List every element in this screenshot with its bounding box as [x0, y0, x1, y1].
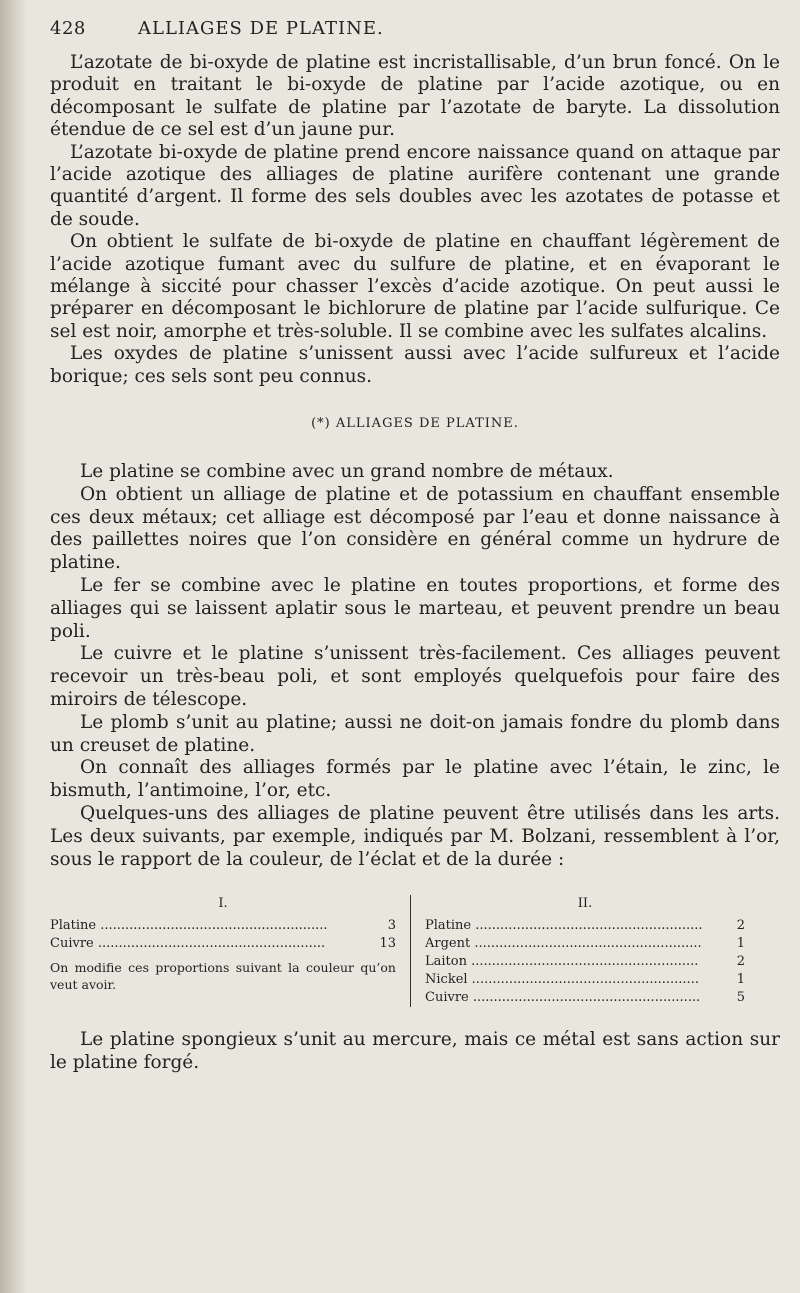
paragraph: On obtient un alliage de platine et de potassium en chauffant ensemble ces deux métaux; cet alliage est décomposé par l’eau et donne naissance à des paillettes noires que l’on considère en général comme un hydrure de platine.	[50, 483, 780, 574]
table-number: I.	[218, 896, 228, 912]
paragraph: Le fer se combine avec le platine en toutes proportions, et forme des alliages qui se laissent aplatir sous le marteau, et peuvent prendre un beau poli.	[50, 575, 780, 642]
metal-parts: 3	[387, 918, 396, 934]
metal-parts: 1	[736, 972, 745, 988]
book-binding-edge	[0, 0, 26, 1293]
metal-name: Platine .....	[50, 917, 372, 935]
paragraph: Le platine se combine avec un grand nombre de métaux.	[80, 461, 614, 483]
running-title: ALLIAGES DE PLATINE.	[138, 18, 384, 39]
page-number: 428	[50, 18, 86, 39]
metal-name: Cuivre .....	[50, 935, 372, 953]
table-note: On modifie ces proportions suivant la couleur qu’on veut avoir.	[50, 960, 396, 993]
metal-name: Platine .....	[425, 917, 721, 935]
paragraph: L’azotate de bi-oxyde de platine est incristallisable, d’un brun foncé. On le produit en traitant le bi-oxyde de platine par l’acide azotique, ou en décomposant le sulfate de platine par l’azotate de baryte. La dissolution étendue de ce sel est d’un jaune pur.	[50, 52, 780, 141]
table-row	[425, 935, 745, 953]
paragraph: Le cuivre et le platine s’unissent très-facilement. Ces alliages peuvent recevoir un très-beau poli, et sont employés quelquefois pour faire des miroirs de télescope.	[50, 643, 780, 711]
metal-name: Argent .....	[425, 935, 721, 953]
section-title: (*) ALLIAGES DE PLATINE.	[311, 416, 519, 432]
table-row	[425, 971, 745, 989]
table-row	[50, 917, 396, 935]
paragraph: On connaît des alliages formés par le platine avec l’étain, le zinc, le bismuth, l’antimoine, l’or, etc.	[50, 757, 780, 802]
paragraph: Le platine spongieux s’unit au mercure, mais ce métal est sans action sur le platine forgé.	[50, 1029, 780, 1074]
metal-parts: 2	[736, 918, 745, 934]
paragraph: L’azotate bi-oxyde de platine prend encore naissance quand on attaque par l’acide azotique des alliages de platine aurifère contenant une grande quantité d’argent. Il forme des sels doubles avec les azotates de potasse et de soude.	[50, 141, 780, 230]
table-row	[425, 917, 745, 935]
metal-name: Laiton .....	[425, 953, 721, 971]
table-row	[50, 935, 396, 953]
alloy-table-2	[410, 895, 745, 1007]
book-page	[50, 18, 780, 1075]
metal-parts: 1	[736, 936, 745, 952]
metal-parts: 5	[736, 990, 745, 1006]
table-number: II.	[577, 896, 593, 912]
alloy-table-1	[50, 895, 410, 1007]
page-header	[50, 18, 780, 52]
table-row	[425, 953, 745, 971]
metal-parts: 13	[379, 936, 396, 952]
metal-name: Nickel .....	[425, 971, 721, 989]
paragraph: Le plomb s’unit au platine; aussi ne doit-on jamais fondre du plomb dans un creuset de platine.	[50, 711, 780, 756]
paragraph: On obtient le sulfate de bi-oxyde de platine en chauffant légèrement de l’acide azotique fumant avec du sulfure de platine, et en évaporant le mélange à siccité pour chasser l’excès d’acide azotique. On peut aussi le préparer en décomposant le bichlorure de platine par l’acide sulfurique. Ce sel est noir, amorphe et très-soluble. Il se combine avec les sulfates alcalins.	[50, 231, 780, 342]
metal-parts: 2	[736, 954, 745, 970]
table-row	[425, 989, 745, 1007]
metal-name: Cuivre .....	[425, 989, 721, 1007]
paragraph: Les oxydes de platine s’unissent aussi avec l’acide sulfureux et l’acide borique; ces sels sont peu connus.	[50, 343, 780, 387]
alloy-tables	[50, 895, 780, 1007]
paragraph: Quelques-uns des alliages de platine peuvent être utilisés dans les arts. Les deux suivants, par exemple, indiqués par M. Bolzani, ressemblent à l’or, sous le rapport de la couleur, de l’éclat et de la durée :	[50, 803, 780, 870]
